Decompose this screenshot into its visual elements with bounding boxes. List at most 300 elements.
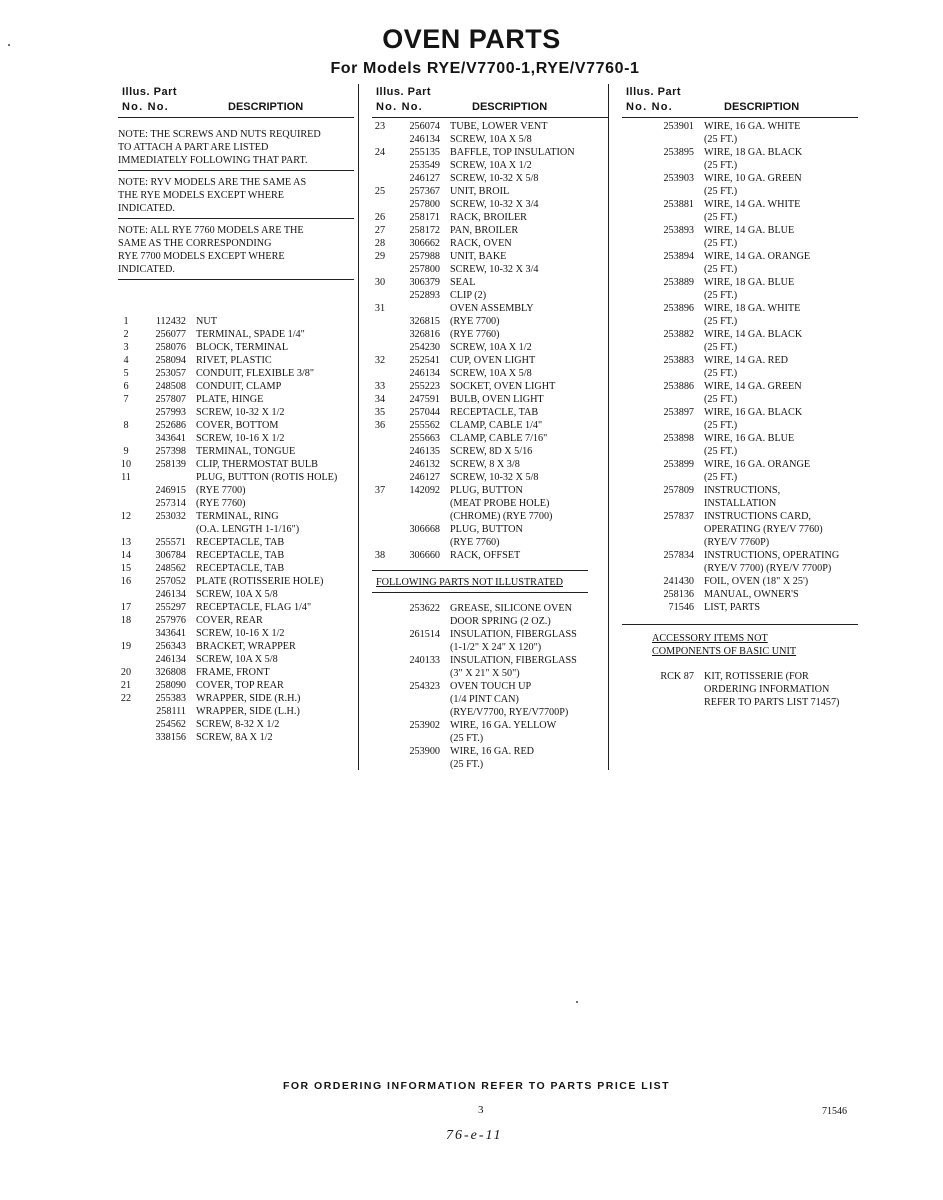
table-row <box>622 224 872 237</box>
description: SCREW, 10-32 X 5/8 <box>450 472 539 483</box>
description: (1-1/2" X 24" X 120") <box>450 642 542 653</box>
table-row <box>622 471 872 484</box>
description: MANUAL, OWNER'S <box>704 589 799 600</box>
table-row <box>118 419 358 432</box>
table-row <box>372 185 608 198</box>
part-no: 306379 <box>409 277 440 288</box>
description: TERMINAL, RING <box>196 511 279 522</box>
column-divider <box>608 84 609 770</box>
table-row <box>372 406 608 419</box>
description: GREASE, SILICONE OVEN <box>450 603 572 614</box>
description: (RYE/V7700, RYE/V7700P) <box>450 707 569 718</box>
part-no: 257993 <box>155 407 186 418</box>
description: (25 FT.) <box>704 316 738 327</box>
part-no: 252541 <box>409 355 440 366</box>
description: (25 FT.) <box>704 446 738 457</box>
illus-no: 8 <box>123 420 129 431</box>
table-row <box>622 354 872 367</box>
description: SEAL <box>450 277 476 288</box>
description: INSTRUCTIONS, OPERATING <box>704 550 840 561</box>
illus-no: 37 <box>374 485 386 496</box>
parts-column-1 <box>118 84 358 743</box>
part-no: 248508 <box>155 381 186 392</box>
part-no: 326808 <box>155 667 186 678</box>
description: RACK, OFFSET <box>450 550 521 561</box>
parts-column-2 <box>372 84 608 770</box>
description: UNIT, BROIL <box>450 186 510 197</box>
part-no: 256077 <box>155 329 186 340</box>
table-row <box>372 341 608 354</box>
description: SCREW, 10A X 1/2 <box>450 160 532 171</box>
illus-no: 21 <box>120 680 132 691</box>
header-no: No. No. <box>626 101 673 113</box>
description: (RYE 7700) <box>450 316 500 327</box>
part-no: 257807 <box>155 394 186 405</box>
description: RECEPTACLE, TAB <box>196 563 285 574</box>
part-no: 326816 <box>409 329 440 340</box>
illus-no: 16 <box>120 576 132 587</box>
note <box>118 128 358 167</box>
description: PAN, BROILER <box>450 225 519 236</box>
table-row <box>372 693 608 706</box>
table-row <box>118 588 358 601</box>
part-no: 258172 <box>409 225 440 236</box>
illus-no: 7 <box>123 394 129 405</box>
part-no: 258171 <box>409 212 440 223</box>
part-no: 253902 <box>409 720 440 731</box>
table-row <box>622 133 872 146</box>
note-line: INDICATED. <box>118 264 175 275</box>
part-no: 71546 <box>668 602 694 613</box>
table-row <box>118 484 358 497</box>
table-row <box>118 536 358 549</box>
table-row <box>372 211 608 224</box>
illus-no: 11 <box>121 472 131 483</box>
description: (O.A. LENGTH 1-1/16") <box>196 524 300 535</box>
note-line: RYE 7700 MODELS EXCEPT WHERE <box>118 251 285 262</box>
description: SCREW, 10-16 X 1/2 <box>196 628 285 639</box>
description: SCREW, 10A X 5/8 <box>196 654 278 665</box>
table-row <box>622 172 872 185</box>
illus-no: 6 <box>123 381 129 392</box>
table-row <box>622 683 872 696</box>
table-row <box>622 302 872 315</box>
part-no: 246135 <box>409 446 440 457</box>
part-no: 306660 <box>409 550 440 561</box>
header-rule <box>372 117 608 118</box>
part-no: 258139 <box>155 459 186 470</box>
table-row <box>622 445 872 458</box>
table-row <box>118 731 358 744</box>
part-no: 257988 <box>409 251 440 262</box>
table-row <box>622 328 872 341</box>
part-no: 253893 <box>663 225 694 236</box>
table-row <box>622 670 872 683</box>
table-row <box>372 536 608 549</box>
part-no: 253057 <box>155 368 186 379</box>
table-row <box>622 289 872 302</box>
part-no: 142092 <box>409 485 440 496</box>
description: PLUG, BUTTON <box>450 524 523 535</box>
illus-no: 32 <box>374 355 386 366</box>
table-row <box>622 146 872 159</box>
table-row <box>622 601 872 614</box>
table-row <box>372 198 608 211</box>
illus-no: 28 <box>374 238 386 249</box>
illus-no: 4 <box>123 355 129 366</box>
illus-no: 9 <box>123 446 129 457</box>
part-no: 253895 <box>663 147 694 158</box>
part-no: 246127 <box>409 472 440 483</box>
description: BRACKET, WRAPPER <box>196 641 296 652</box>
table-row <box>372 224 608 237</box>
table-row <box>372 328 608 341</box>
part-no: 253882 <box>663 329 694 340</box>
description: BLOCK, TERMINAL <box>196 342 289 353</box>
part-no: 246134 <box>409 134 440 145</box>
description: WIRE, 14 GA. WHITE <box>704 199 801 210</box>
description: WIRE, 14 GA. BLUE <box>704 225 795 236</box>
note-line: TO ATTACH A PART ARE LISTED <box>118 142 269 153</box>
description: SOCKET, OVEN LIGHT <box>450 381 556 392</box>
description: COVER, BOTTOM <box>196 420 279 431</box>
description: WIRE, 16 GA. BLUE <box>704 433 795 444</box>
description: RIVET, PLASTIC <box>196 355 272 366</box>
table-row <box>118 679 358 692</box>
part-no: 253903 <box>663 173 694 184</box>
description: SCREW, 8 X 3/8 <box>450 459 520 470</box>
table-row <box>118 575 358 588</box>
part-no: 246134 <box>155 654 186 665</box>
table-row <box>622 159 872 172</box>
description: DOOR SPRING (2 OZ.) <box>450 616 551 627</box>
table-row <box>372 654 608 667</box>
description: OVEN TOUCH UP <box>450 681 532 692</box>
description: WIRE, 16 GA. WHITE <box>704 121 801 132</box>
description: RACK, OVEN <box>450 238 512 249</box>
description: SCREW, 8D X 5/16 <box>450 446 533 457</box>
description: FOIL, OVEN (18" X 25') <box>704 576 809 587</box>
description: (25 FT.) <box>704 160 738 171</box>
accessory-list <box>622 670 872 709</box>
table-row <box>372 354 608 367</box>
column-divider <box>358 84 359 770</box>
part-no: 246134 <box>155 589 186 600</box>
part-no: 252686 <box>155 420 186 431</box>
illus-no: 14 <box>120 550 132 561</box>
note-line: NOTE: RYV MODELS ARE THE SAME AS <box>118 177 307 188</box>
description: (25 FT.) <box>704 342 738 353</box>
notes-block <box>118 128 358 285</box>
part-no: 247591 <box>409 394 440 405</box>
description: (CHROME) (RYE 7700) <box>450 511 553 522</box>
description: (25 FT.) <box>704 368 738 379</box>
description: RECEPTACLE, TAB <box>196 550 285 561</box>
part-no: 248562 <box>155 563 186 574</box>
description: CUP, OVEN LIGHT <box>450 355 536 366</box>
part-no: 257834 <box>663 550 694 561</box>
illus-no: 10 <box>120 459 132 470</box>
table-row <box>118 692 358 705</box>
table-row <box>372 458 608 471</box>
table-row <box>372 432 608 445</box>
part-no: 257809 <box>663 485 694 496</box>
note-line: IMMEDIATELY FOLLOWING THAT PART. <box>118 155 308 166</box>
table-row <box>372 549 608 562</box>
description: SCREW, 10A X 5/8 <box>450 134 532 145</box>
table-row <box>372 289 608 302</box>
part-no: 306784 <box>155 550 186 561</box>
header-illus-part: Illus. Part <box>376 86 432 98</box>
part-no: 258136 <box>663 589 694 600</box>
description: INSTRUCTIONS CARD, <box>704 511 811 522</box>
illus-no: 33 <box>374 381 386 392</box>
description: (25 FT.) <box>704 420 738 431</box>
description: WIRE, 18 GA. BLUE <box>704 277 795 288</box>
illus-no: 34 <box>374 394 386 405</box>
table-row <box>118 510 358 523</box>
table-row <box>118 432 358 445</box>
table-row <box>622 536 872 549</box>
part-no: 254323 <box>409 681 440 692</box>
description: INSTRUCTIONS, <box>704 485 781 496</box>
description: (25 FT.) <box>704 212 738 223</box>
part-no: 246127 <box>409 173 440 184</box>
section-rule <box>622 624 858 625</box>
part-no: 253622 <box>409 603 440 614</box>
part-no: 255562 <box>409 420 440 431</box>
table-row <box>622 432 872 445</box>
part-no: 306662 <box>409 238 440 249</box>
description: SCREW, 8A X 1/2 <box>196 732 273 743</box>
description: WRAPPER, SIDE (R.H.) <box>196 693 301 704</box>
part-no: 258090 <box>155 680 186 691</box>
part-no: 257052 <box>155 576 186 587</box>
part-no: 246134 <box>409 368 440 379</box>
part-no: 253897 <box>663 407 694 418</box>
description: PLUG, BUTTON (ROTIS HOLE) <box>196 472 338 483</box>
part-no: 253889 <box>663 277 694 288</box>
description: (RYE 7760) <box>196 498 246 509</box>
table-row <box>118 627 358 640</box>
part-no: 258076 <box>155 342 186 353</box>
description: (RYE 7700) <box>196 485 246 496</box>
part-no: 253898 <box>663 433 694 444</box>
table-row <box>622 237 872 250</box>
table-row <box>622 419 872 432</box>
table-row <box>372 315 608 328</box>
illus-no: 31 <box>374 303 386 314</box>
table-row <box>622 315 872 328</box>
description: WIRE, 18 GA. WHITE <box>704 303 801 314</box>
table-row <box>118 354 358 367</box>
table-row <box>622 458 872 471</box>
description: TUBE, LOWER VENT <box>450 121 548 132</box>
table-row <box>372 445 608 458</box>
table-row <box>372 667 608 680</box>
part-no: 254562 <box>155 719 186 730</box>
description: SCREW, 10-32 X 3/4 <box>450 199 539 210</box>
table-row <box>622 211 872 224</box>
description: PLATE, HINGE <box>196 394 264 405</box>
part-no: 261514 <box>409 629 440 640</box>
part-no: 112432 <box>155 316 186 327</box>
table-row <box>622 367 872 380</box>
part-no: 240133 <box>409 655 440 666</box>
description: (RYE 7760) <box>450 537 500 548</box>
table-row <box>372 602 608 615</box>
table-row <box>372 419 608 432</box>
illus-no: 36 <box>374 420 386 431</box>
illus-no: 15 <box>120 563 132 574</box>
illus-no: 20 <box>120 667 132 678</box>
description: WIRE, 18 GA. BLACK <box>704 147 803 158</box>
part-no: 258111 <box>156 706 186 717</box>
table-row <box>118 523 358 536</box>
note <box>118 224 358 276</box>
description: SCREW, 10A X 5/8 <box>450 368 532 379</box>
description: SCREW, 10A X 5/8 <box>196 589 278 600</box>
part-no: 326815 <box>409 316 440 327</box>
header-description: DESCRIPTION <box>228 101 304 113</box>
description: FRAME, FRONT <box>196 667 270 678</box>
description: WIRE, 14 GA. RED <box>704 355 789 366</box>
table-row <box>622 393 872 406</box>
part-no: 253886 <box>663 381 694 392</box>
table-row <box>372 250 608 263</box>
description: CLAMP, CABLE 7/16" <box>450 433 548 444</box>
description: PLATE (ROTISSERIE HOLE) <box>196 576 324 587</box>
part-no: 257837 <box>663 511 694 522</box>
description: SCREW, 10-32 X 1/2 <box>196 407 285 418</box>
description: LIST, PARTS <box>704 602 760 613</box>
illus-no: 25 <box>374 186 386 197</box>
description: (3" X 21" X 50") <box>450 668 520 679</box>
note <box>118 176 358 215</box>
table-row <box>118 653 358 666</box>
not-illustrated-list <box>372 602 608 771</box>
table-row <box>622 276 872 289</box>
table-row <box>622 510 872 523</box>
description: (25 FT.) <box>704 134 738 145</box>
table-row <box>118 718 358 731</box>
table-row <box>622 198 872 211</box>
description: (25 FT.) <box>704 394 738 405</box>
illus-no: 13 <box>120 537 132 548</box>
part-no: 343641 <box>155 433 186 444</box>
description: WIRE, 16 GA. RED <box>450 746 535 757</box>
illus-no: 5 <box>123 368 129 379</box>
illus-no: 30 <box>374 277 386 288</box>
description: WIRE, 16 GA. BLACK <box>704 407 803 418</box>
description: COVER, REAR <box>196 615 263 626</box>
part-no: 343641 <box>155 628 186 639</box>
header-description: DESCRIPTION <box>472 101 548 113</box>
part-no: 257314 <box>155 498 186 509</box>
description: TERMINAL, TONGUE <box>196 446 296 457</box>
table-row <box>622 263 872 276</box>
part-no: 255383 <box>155 693 186 704</box>
table-row <box>118 341 358 354</box>
parts-list <box>622 120 872 614</box>
table-row <box>372 146 608 159</box>
description: CLAMP, CABLE 1/4" <box>450 420 543 431</box>
scan-speck <box>8 44 10 46</box>
footer-note: FOR ORDERING INFORMATION REFER TO PARTS PRICE LIST <box>282 1080 671 1092</box>
description: OPERATING (RYE/V 7760) <box>704 524 823 535</box>
description: WIRE, 14 GA. GREEN <box>704 381 802 392</box>
header-no: No. No. <box>122 101 169 113</box>
note-line: SAME AS THE CORRESPONDING <box>118 238 272 249</box>
table-row <box>372 706 608 719</box>
handwritten-note: 76-e-11 <box>446 1128 503 1143</box>
illus-no: 12 <box>120 511 132 522</box>
page-subtitle: For Models RYE/V7700-1,RYE/V7760-1 <box>330 60 640 77</box>
description: INSULATION, FIBERGLASS <box>450 629 577 640</box>
parts-list <box>118 315 358 744</box>
part-no: 253896 <box>663 303 694 314</box>
table-row <box>372 302 608 315</box>
column-header <box>372 84 608 116</box>
part-no: 257800 <box>409 264 440 275</box>
part-no: 256343 <box>155 641 186 652</box>
description: BAFFLE, TOP INSULATION <box>450 147 575 158</box>
description: SCREW, 8-32 X 1/2 <box>196 719 280 730</box>
description: RECEPTACLE, FLAG 1/4" <box>196 602 312 613</box>
part-no: 253894 <box>663 251 694 262</box>
part-no: RCK 87 <box>660 671 694 682</box>
note-rule <box>118 170 354 171</box>
page-number: 3 <box>478 1104 484 1116</box>
table-row <box>372 237 608 250</box>
table-row <box>118 380 358 393</box>
illus-no: 18 <box>120 615 132 626</box>
table-row <box>622 696 872 709</box>
column-header <box>622 84 872 116</box>
description: CONDUIT, FLEXIBLE 3/8" <box>196 368 315 379</box>
description: SCREW, 10-16 X 1/2 <box>196 433 285 444</box>
header-description: DESCRIPTION <box>724 101 800 113</box>
illus-no: 26 <box>374 212 386 223</box>
part-no: 254230 <box>409 342 440 353</box>
table-row <box>372 172 608 185</box>
description: SCREW, 10-32 X 5/8 <box>450 173 539 184</box>
section-rule <box>372 570 588 571</box>
description: RECEPTACLE, TAB <box>196 537 285 548</box>
table-row <box>622 120 872 133</box>
description: BULB, OVEN LIGHT <box>450 394 544 405</box>
table-row <box>372 263 608 276</box>
description: (25 FT.) <box>704 472 738 483</box>
description: (25 FT.) <box>704 186 738 197</box>
table-row <box>622 575 872 588</box>
note-rule <box>118 279 354 280</box>
header-illus-part: Illus. Part <box>122 86 178 98</box>
part-no: 246915 <box>155 485 186 496</box>
part-no: 253901 <box>663 121 694 132</box>
table-row <box>372 745 608 758</box>
table-row <box>118 445 358 458</box>
table-row <box>372 120 608 133</box>
table-row <box>372 758 608 771</box>
part-no: 258094 <box>155 355 186 366</box>
description: (RYE/V 7760P) <box>704 537 770 548</box>
parts-list <box>372 120 608 562</box>
description: WIRE, 14 GA. BLACK <box>704 329 803 340</box>
table-row <box>372 471 608 484</box>
description: RECEPTACLE, TAB <box>450 407 539 418</box>
note-line: NOTE: THE SCREWS AND NUTS REQUIRED <box>118 129 321 140</box>
